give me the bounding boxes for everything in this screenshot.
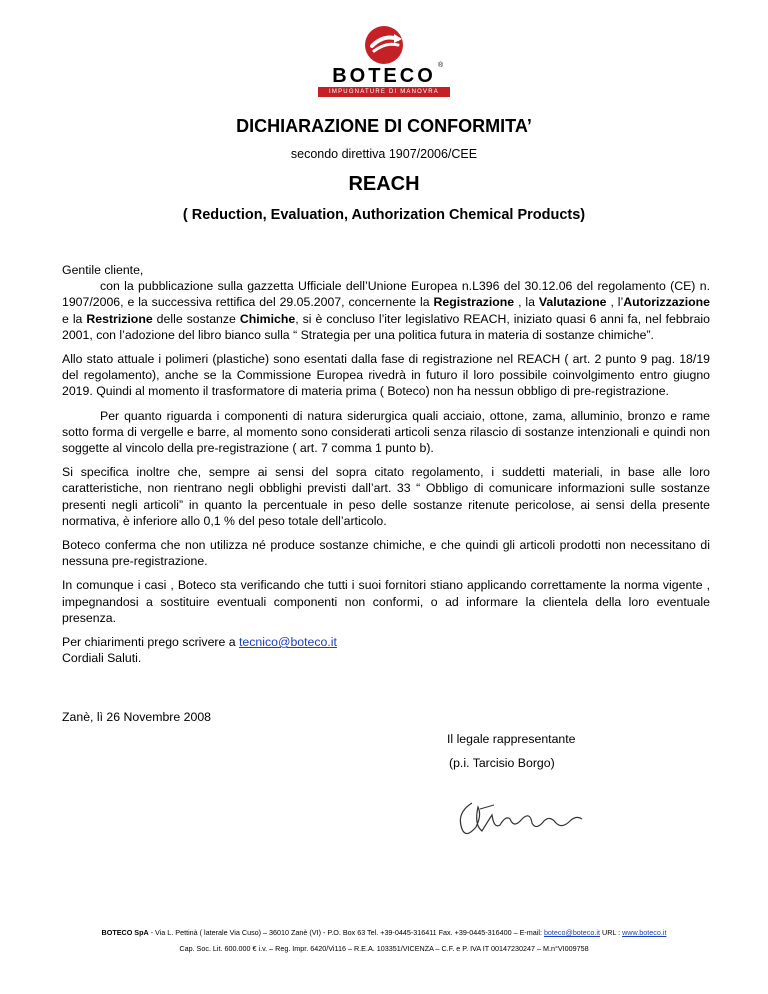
logo-registered-mark: ® — [438, 62, 444, 69]
reach-heading: REACH — [348, 173, 420, 195]
legal-representative-name: (p.i. Tarcisio Borgo) — [449, 756, 555, 770]
logo-wordmark: BOTECO — [332, 65, 436, 87]
paragraph-5: Boteco conferma che non utilizza né produce sostanze chimiche, e che quindi gli articoli prodotti non necessitano di nessuna pre-registrazione. — [62, 538, 710, 569]
paragraph-1: con la pubblicazione sulla gazzetta Ufficiale dell’Unione Europea n.L396 del 30.12.06 del regolamento (CE) n. 1907/2006, e la successiva rettifica del 29.05.2007, concernente la Registrazione , la Valutazione , l’Autorizzazione e la Restrizione delle sostanze Chimiche, si è concluso l’iter legislativo REACH, iniziato quasi 6 anni fa, nel febbraio 2001, con l’adozione del libro bianco sulla “ Strategia per una politica futura in materia di sostanze chimiche”. — [62, 279, 711, 342]
document-subtitle: secondo direttiva 1907/2006/CEE — [290, 147, 478, 161]
place-date: Zanè, lì 26 Novembre 2008 — [62, 710, 212, 724]
footer-url-link[interactable]: www.boteco.it — [622, 928, 667, 937]
closing: Cordiali Saluti. — [62, 651, 142, 666]
reach-subheading: ( Reduction, Evaluation, Authorization Chemical Products) — [182, 207, 586, 223]
footer-address-line: BOTECO SpA - Via L. Pettinà ( laterale Via Cuso) – 36010 Zanè (VI) - P.O. Box 63 Tel. +39-0445-316411 Fax. +39-0445-316400 – E-mail: boteco@boteco.it URL : www.boteco.it — [101, 928, 667, 937]
footer-email-link[interactable]: boteco@boteco.it — [543, 928, 600, 937]
company-logo — [318, 26, 450, 100]
signature-icon — [452, 795, 587, 845]
contact-line: Per chiarimenti prego scrivere a tecnico@boteco.it — [62, 635, 337, 650]
footer-legal-line: Cap. Soc. Lit. 600.000 € i.v. – Reg. Impr. 6420/Vi116 – R.E.A. 103351/VICENZA – C.F. e P. IVA IT 00147230247 – M.n°VI009758 — [179, 944, 589, 953]
logo-emblem-icon — [318, 26, 450, 66]
paragraph-2: Allo stato attuale i polimeri (plastiche) sono esentati dalla fase di registrazione nel REACH ( art. 2 punto 9 pag. 18/19 del regolamento), anche se la Commissione Europea rivedrà in futuro il loro possibile coinvolgimento entro giugno 2019. Quindi al momento il trasformatore di materia prima ( Boteco) non ha nessun obbligo di pre-registrazione. — [62, 352, 710, 399]
paragraph-4: Si specifica inoltre che, sempre ai sensi del sopra citato regolamento, i suddetti materiali, in base alle loro caratteristiche, non rientrano negli obblighi previsti dall’art. 33 “ Obbligo di comunicare informazioni sulle sostanze presenti negli articoli” in quanto la percentuale in peso delle sostanze ritenute pericolose, ai sensi della presente normativa, è inferiore allo 0,1 % del peso totale dell’articolo. — [62, 465, 710, 528]
paragraph-3: Per quanto riguarda i componenti di natura siderurgica quali acciaio, ottone, zama, alluminio, bronzo e rame sotto forma di vergelle e barre, al momento sono considerati articoli senza rilascio di sostanze intenzionali e quindi non soggette al vincolo della pre-registrazione ( art. 7 comma 1 punto b). — [62, 408, 710, 456]
letter-body — [62, 262, 710, 674]
legal-representative-title: Il legale rappresentante — [447, 732, 576, 746]
document-title: DICHIARAZIONE DI CONFORMITA’ — [236, 116, 532, 136]
contact-email-link[interactable]: tecnico@boteco.it — [239, 635, 337, 650]
logo-tagline: IMPUGNATURE DI MANOVRA — [318, 87, 450, 97]
paragraph-6: In comunque i casi , Boteco sta verificando che tutti i suoi fornitori stiano applicando correttamente la norma vigente , impegnandosi a sostituire eventuali componenti non conformi, o ad informare la clientela della loro eventuale presenza. — [62, 578, 710, 625]
salutation: Gentile cliente, — [62, 263, 144, 277]
